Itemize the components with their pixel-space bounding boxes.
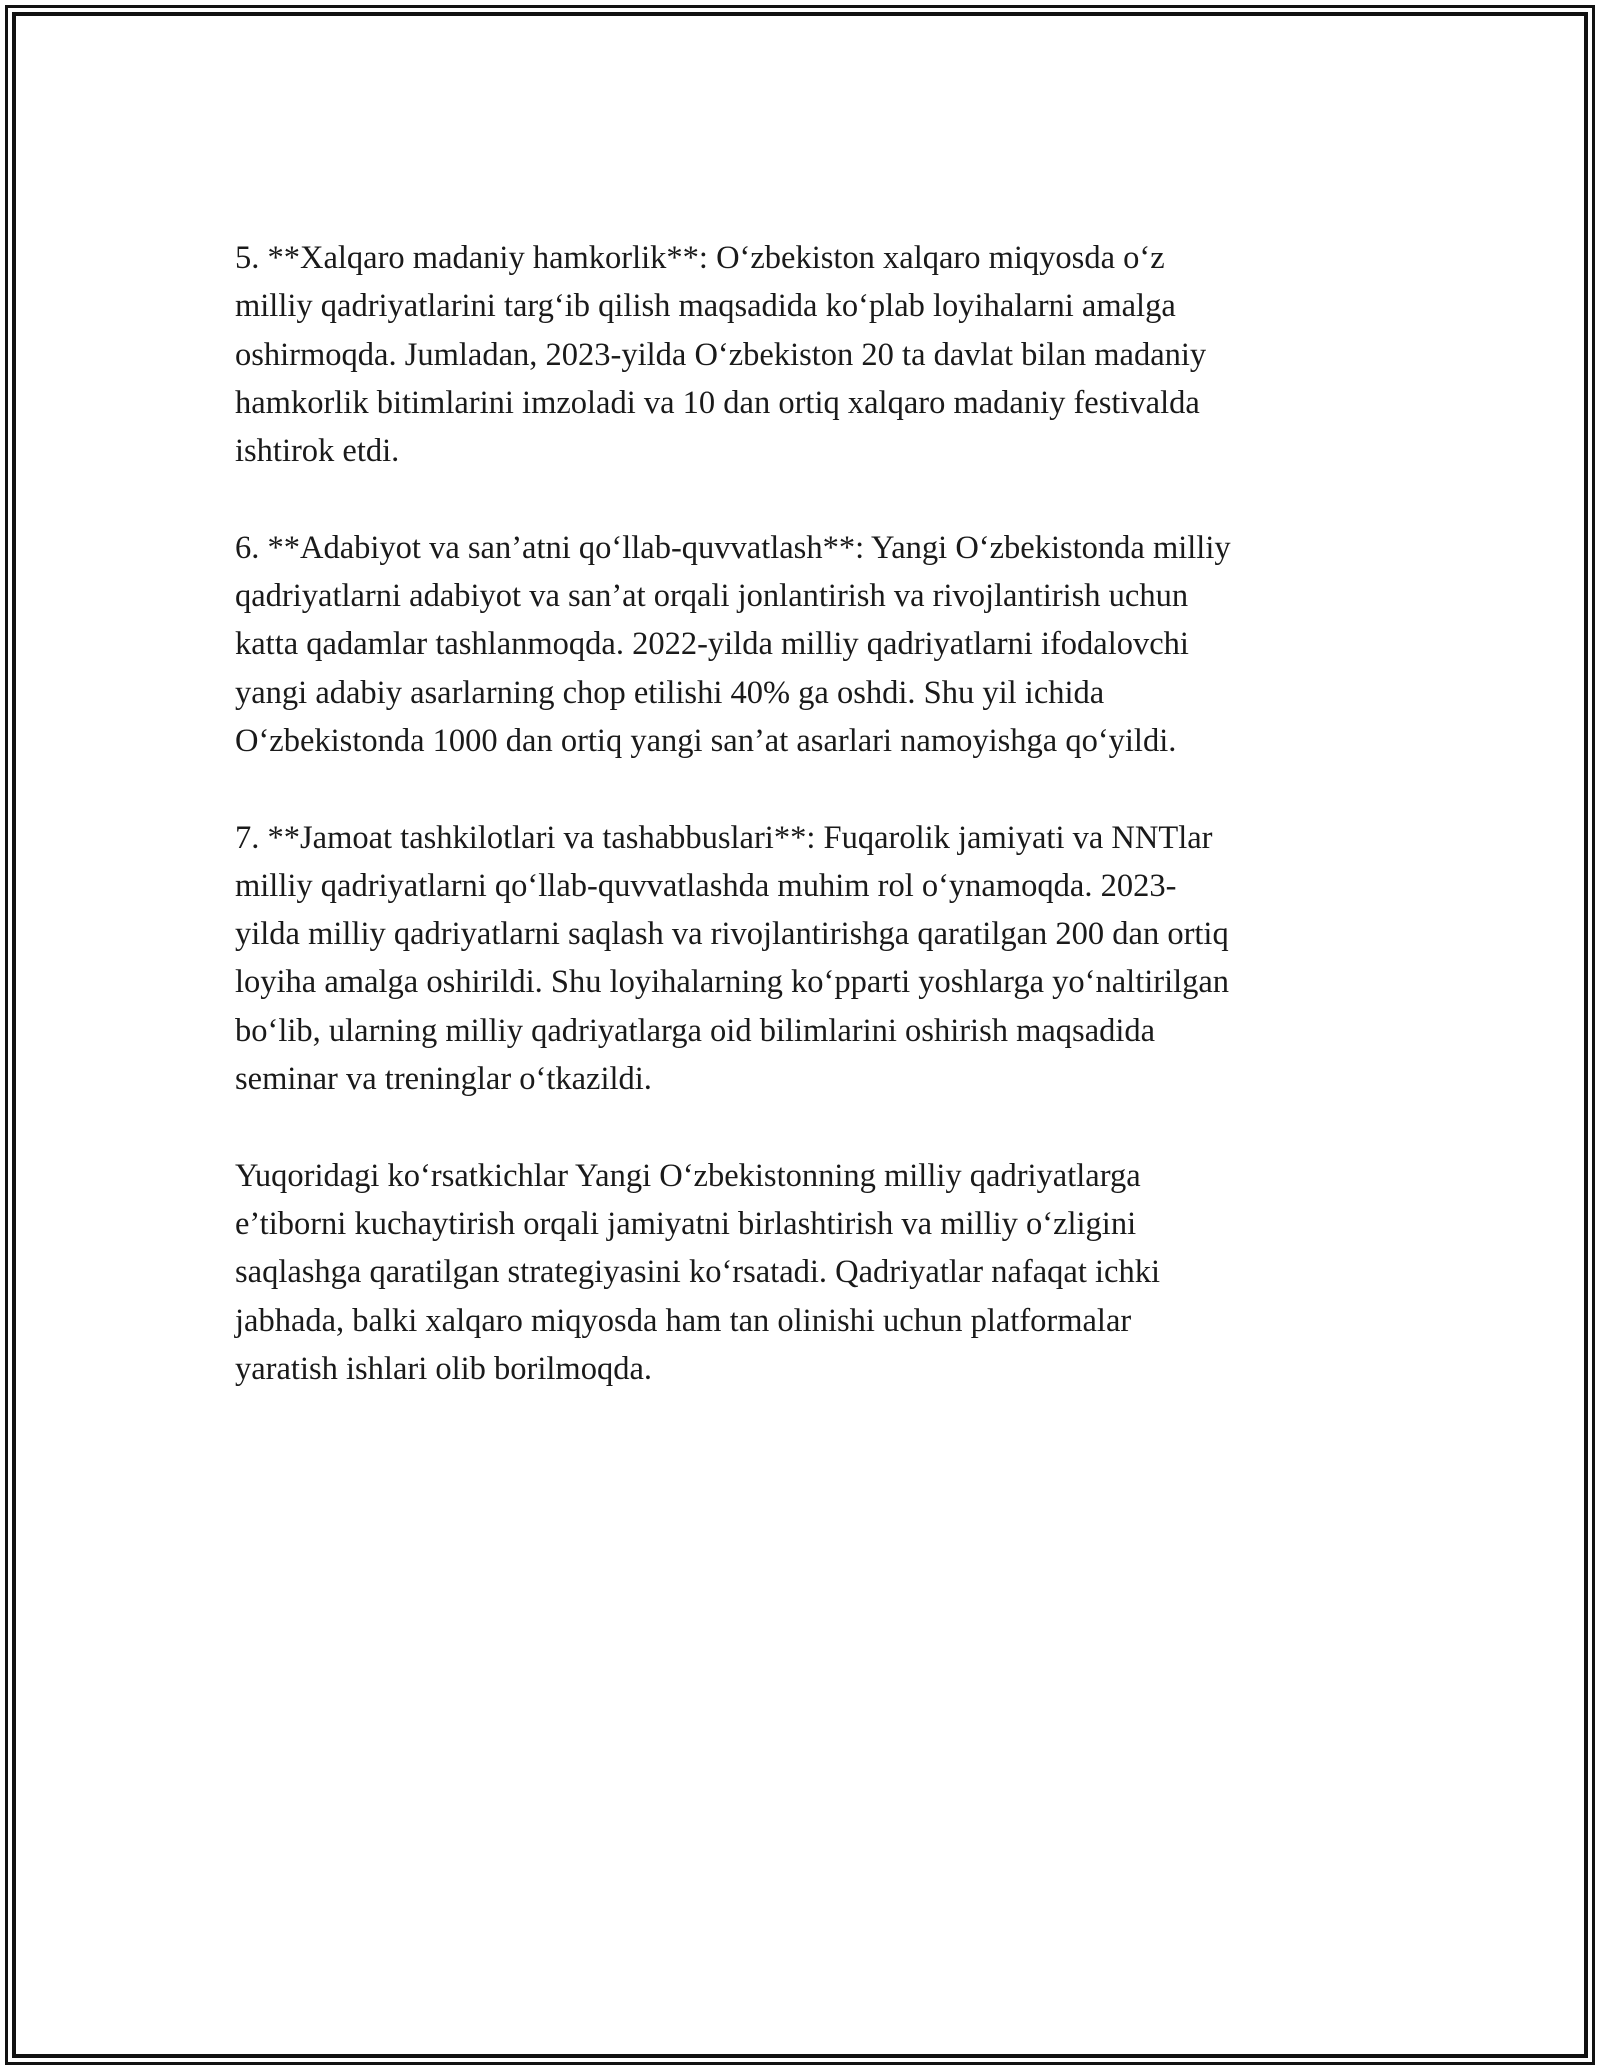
paragraph-literature-and-art [235, 524, 1375, 765]
text-line: 5. **Xalqaro madaniy hamkorlik**: O‘zbekiston xalqaro miqyosda o‘z [235, 240, 1165, 276]
document-body [235, 234, 1375, 1441]
text-line: milliy qadriyatlarini targ‘ib qilish maqsadida ko‘plab loyihalarni amalga [235, 288, 1176, 325]
text-line: jabhada, balki xalqaro miqyosda ham tan olinishi uchun platformalar [235, 1302, 1132, 1339]
text-line: e’tiborni kuchaytirish orqali jamiyatni birlashtirish va milliy o‘zligini [235, 1205, 1137, 1242]
text-line: milliy qadriyatlarni qo‘llab-quvvatlashda muhim rol o‘ynamoqda. 2023- [235, 867, 1177, 904]
text-line: yilda milliy qadriyatlarni saqlash va rivojlantirishga qaratilgan 200 dan ortiq [235, 916, 1229, 953]
paragraph-public-organizations [235, 814, 1375, 1104]
text-line: katta qadamlar tashlanmoqda. 2022-yilda milliy qadriyatlarni ifodalovchi [235, 626, 1189, 663]
text-line: O‘zbekistonda 1000 dan ortiq yangi san’at asarlari namoyishga qo‘yildi. [235, 722, 1177, 759]
paragraph-international-cooperation [235, 234, 1375, 475]
text-line: 6. **Adabiyot va san’atni qo‘llab-quvvatlash**: Yangi O‘zbekistonda milliy [235, 529, 1231, 566]
text-line: yaratish ishlari olib borilmoqda. [235, 1350, 653, 1387]
text-line: 7. **Jamoat tashkilotlari va tashabbuslari**: Fuqarolik jamiyati va NNTlar [235, 819, 1213, 856]
text-line: hamkorlik bitimlarini imzoladi va 10 dan ortiq xalqaro madaniy festivalda [235, 384, 1200, 421]
text-line: oshirmoqda. Jumladan, 2023-yilda O‘zbekiston 20 ta davlat bilan madaniy [235, 336, 1207, 373]
text-line: Yuqoridagi ko‘rsatkichlar Yangi O‘zbekistonning milliy qadriyatlarga [235, 1157, 1141, 1194]
text-line: seminar va treninglar o‘tkazildi. [235, 1061, 652, 1098]
text-line: qadriyatlarni adabiyot va san’at orqali jonlantirish va rivojlantirish uchun [235, 578, 1189, 615]
text-line: bo‘lib, ularning milliy qadriyatlarga oid bilimlarini oshirish maqsadida [235, 1012, 1156, 1049]
text-line: saqlashga qaratilgan strategiyasini ko‘rsatadi. Qadriyatlar nafaqat ichki [235, 1254, 1160, 1291]
text-line: loyiha amalga oshirildi. Shu loyihalarning ko‘pparti yoshlarga yo‘naltirilgan [235, 964, 1230, 1001]
paragraph-conclusion [235, 1152, 1375, 1393]
text-line: ishtirok etdi. [235, 433, 400, 470]
text-line: yangi adabiy asarlarning chop etilishi 40% ga oshdi. Shu yil ichida [235, 674, 1105, 711]
